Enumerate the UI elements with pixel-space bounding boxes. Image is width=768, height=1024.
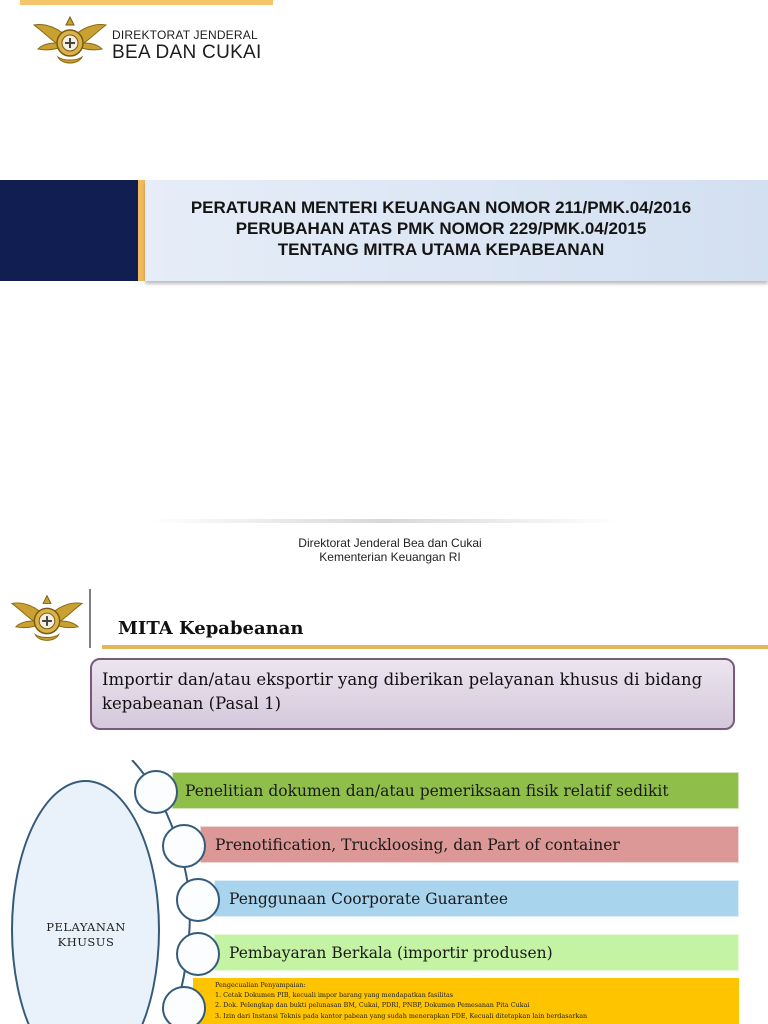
title-accent-navy xyxy=(0,180,138,281)
title-accent-gold xyxy=(138,180,145,281)
exceptions-box xyxy=(193,978,739,1024)
logo-text-agency: BEA DAN CUKAI xyxy=(112,42,262,63)
service-item: Penelitian dokumen dan/atau pemeriksaan fisik relatif sedikit xyxy=(172,772,739,809)
exceptions-line: 2. Dok. Pelengkap dan bukti pelunasan BM, Cukai, PDRI, PNBP, Dokumen Pemesanan Pita Cukai xyxy=(215,1001,530,1010)
logo-text-directorate: DIREKTORAT JENDERAL xyxy=(112,28,258,42)
item-bullet-circle xyxy=(176,878,220,922)
service-item: Pembayaran Berkala (importir produsen) xyxy=(214,934,739,971)
exceptions-line: 3. Izin dari Instansi Teknis pada kantor pabean yang sudah menerapkan PDE, Kecuali ditetapkan lain berdasarkan xyxy=(215,1011,588,1020)
center-label-line: PELAYANAN xyxy=(46,920,126,934)
header-logo xyxy=(20,0,273,72)
item-bullet-circle xyxy=(134,770,178,814)
slide-title-line: TENTANG MITRA UTAMA KEPABEANAN xyxy=(277,240,605,259)
slide-title xyxy=(145,197,737,260)
definition-box: Importir dan/atau eksportir yang diberikan pelayanan khusus di bidang kepabeanan (Pasal 1) xyxy=(90,658,735,730)
service-item: Penggunaan Coorporate Guarantee xyxy=(214,880,739,917)
item-bullet-circle xyxy=(162,824,206,868)
footer-line: Kementerian Keuangan RI xyxy=(319,550,461,564)
item-bullet-circle xyxy=(176,932,220,976)
service-item: Prenotification, Truckloosing, dan Part of container xyxy=(200,826,739,863)
footer-line: Direktorat Jenderal Bea dan Cukai xyxy=(298,536,482,550)
section-title: MITA Kepabeanan xyxy=(118,618,304,639)
header-divider xyxy=(89,589,91,648)
customs-emblem-icon xyxy=(32,13,108,71)
title-underline xyxy=(102,645,768,649)
customs-emblem-icon xyxy=(10,588,84,652)
item-bullet-circle xyxy=(162,986,206,1024)
slide-title-line: PERATURAN MENTERI KEUANGAN NOMOR 211/PMK.04/2016 xyxy=(190,198,692,217)
slide-footer xyxy=(240,536,540,564)
slide-title-line: PERUBAHAN ATAS PMK NOMOR 229/PMK.04/2015 xyxy=(235,219,647,238)
exceptions-line: 1. Cetak Dokumen PIB, kecuali impor barang yang mendapatkan fasilitas xyxy=(215,991,454,1000)
center-label-line: KHUSUS xyxy=(57,935,115,949)
footer-divider xyxy=(150,519,620,523)
exceptions-heading: Pengecualian Penyampaian: xyxy=(215,981,306,989)
